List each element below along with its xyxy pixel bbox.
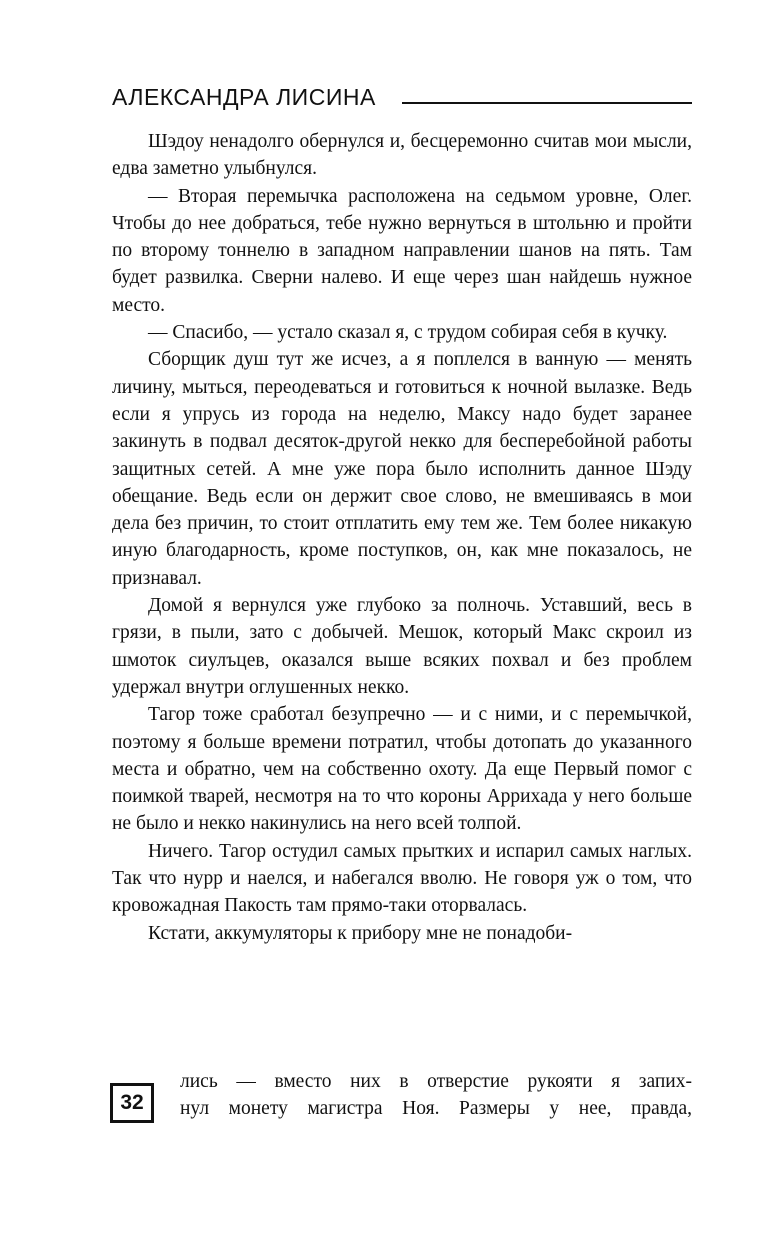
header-rule xyxy=(402,102,692,104)
paragraph: Кстати, аккумуляторы к прибору мне не понадоби- xyxy=(148,922,573,944)
paragraph: Шэдоу ненадолго обернулся и, бесцеремонно считав мои мысли, едва заметно улыбнулся. xyxy=(112,131,692,180)
paragraph: — Спасибо, — устало сказал я, с трудом собирая себя в кучку. xyxy=(148,322,668,344)
running-header xyxy=(112,82,692,112)
paragraph: Тагор тоже сработал безупречно — и с ними, и с перемычкой, поэтому я больше времени потратил, чтобы дотопать до указанного места и обратно, чем на собственно охоту. Да еще Первый помог с поимкой тварей, несмотря на то что короны Аррихада у него больше не было и некко накинулись на него всей толпой. xyxy=(112,704,692,835)
text-line: лись — вместо них в отверстие рукояти я запих- xyxy=(180,1071,692,1092)
paragraph: Ничего. Тагор остудил самых прытких и испарил самых наглых. Так что нурр и наелся, и набегался вволю. Не говоря уж о том, что кровожадная Пакость там прямо-таки оторвалась. xyxy=(112,840,692,917)
paragraph: — Вторая перемычка расположена на седьмом уровне, Олег. Чтобы до нее добраться, тебе нужно вернуться в штольню и пройти по второму тоннелю в западном направлении шанов на пять. Там будет развилка. Сверни налево. И еще через шан найдешь нужное место. xyxy=(112,185,692,316)
page-number: 32 xyxy=(110,1083,154,1123)
continuation-lines xyxy=(180,1068,692,1123)
header-author: АЛЕКСАНДРА ЛИСИНА xyxy=(112,84,376,110)
paragraph: Домой я вернулся уже глубоко за полночь. Уставший, весь в грязи, в пыли, зато с добычей. Мешок, который Макс скроил из шмоток сиулъцев, оказался выше всяких похвал и без проблем удержал внутри оглушенных некко. xyxy=(112,595,692,698)
body-text xyxy=(112,128,692,947)
paragraph: Сборщик душ тут же исчез, а я поплелся в ванную — менять личину, мыться, переодеваться и готовиться к ночной вылазке. Ведь если я упрусь из города на неделю, Максу надо будет заранее закинуть в подвал десяток-другой некко для бесперебойной работы защитных сетей. А мне уже пора было исполнить данное Шэду обещание. Ведь если он держит свое слово, не вмешиваясь в мои дела без причин, то стоит отплатить ему тем же. Тем более никакую иную благодарность, кроме поступков, он, как мне показалось, не признавал. xyxy=(112,349,692,589)
text-line: нул монету магистра Ноя. Размеры у нее, правда, xyxy=(180,1098,692,1120)
